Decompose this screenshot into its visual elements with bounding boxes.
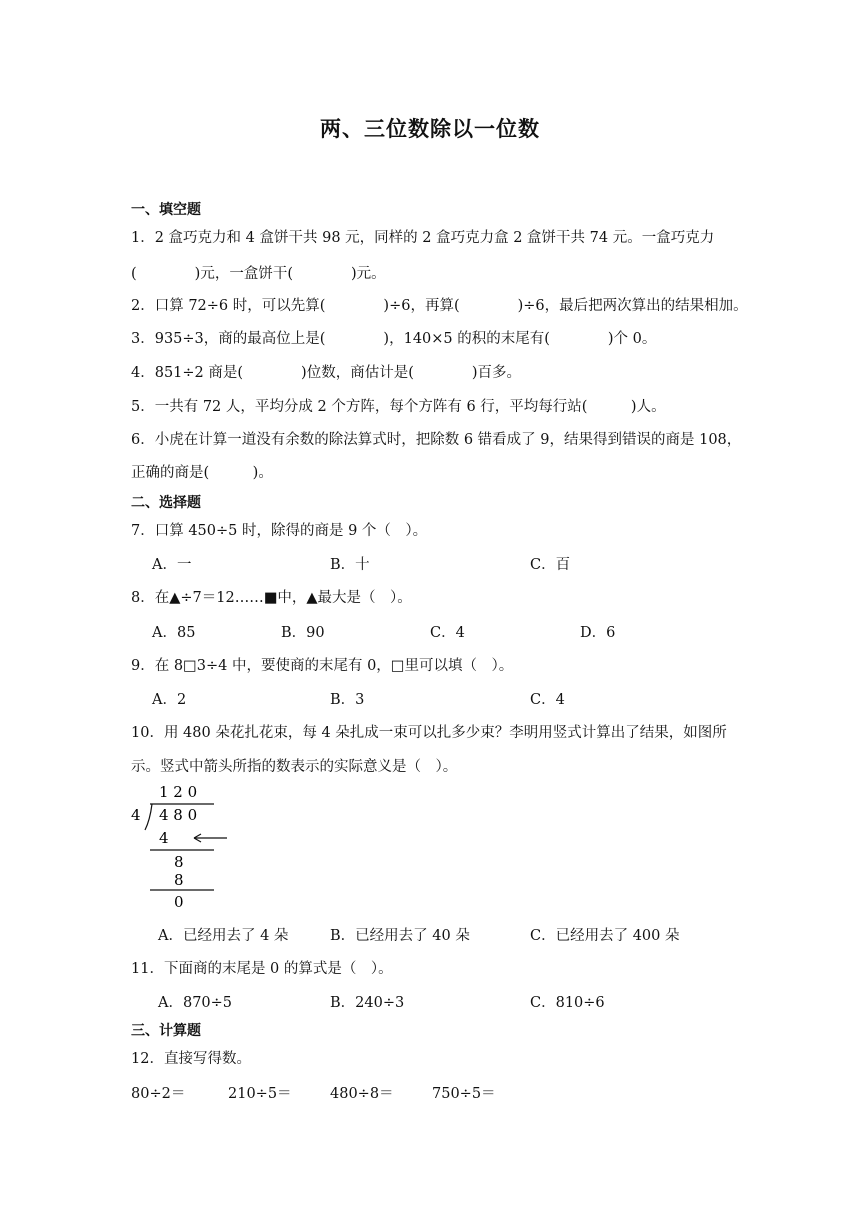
section-calculation-heading: 三、计算题 — [131, 1023, 201, 1039]
long-division-dividend: 4 8 0 — [159, 806, 198, 824]
question-3: 3．935÷3，商的最高位上是( )，140×5 的积的末尾有( )个 0。 — [131, 331, 657, 347]
question-8-option-d[interactable]: D．6 — [580, 625, 616, 641]
page-title: 两、三位数除以一位数 — [320, 116, 540, 141]
question-1-line-2: ( )元，一盒饼干( )元。 — [131, 266, 386, 282]
question-11-option-a[interactable]: A．870÷5 — [158, 995, 233, 1011]
question-5: 5．一共有 72 人，平均分成 2 个方阵，每个方阵有 6 行，平均每行站( )人。 — [131, 399, 666, 415]
question-1-line-1: 1．2 盒巧克力和 4 盒饼干共 98 元，同样的 2 盒巧克力盒 2 盒饼干共 74 元。一盒巧克力 — [131, 230, 715, 246]
long-division-divisor: 4 — [131, 806, 141, 824]
question-9-option-a[interactable]: A．2 — [152, 692, 187, 708]
section-fill-in-heading: 一、填空题 — [131, 202, 201, 218]
question-11-option-c[interactable]: C．810÷6 — [530, 995, 605, 1011]
question-11: 11．下面商的末尾是 0 的算式是（ ）。 — [131, 961, 393, 977]
question-9-option-c[interactable]: C．4 — [530, 692, 565, 708]
long-division-figure — [128, 782, 248, 912]
question-11-option-b[interactable]: B．240÷3 — [330, 995, 405, 1011]
question-8-option-b[interactable]: B．90 — [281, 625, 325, 641]
question-10-option-c[interactable]: C．已经用去了 400 朵 — [530, 928, 680, 944]
section-choice-heading: 二、选择题 — [131, 495, 201, 511]
question-7-option-a[interactable]: A．一 — [152, 557, 192, 573]
question-4: 4．851÷2 商是( )位数，商估计是( )百多。 — [131, 365, 522, 381]
question-8-option-a[interactable]: A．85 — [152, 625, 196, 641]
calc-item: 210÷5＝ — [228, 1086, 292, 1102]
long-division-quotient: 1 2 0 — [159, 783, 198, 801]
calc-item: 80÷2＝ — [131, 1086, 186, 1102]
question-10-line-1: 10．用 480 朵花扎花束，每 4 朵扎成一束可以扎多少束？李明用竖式计算出了结果，如图所 — [131, 725, 727, 741]
question-9: 9．在 8□3÷4 中，要使商的末尾有 0，□里可以填（ ）。 — [131, 658, 514, 674]
question-2: 2．口算 72÷6 时，可以先算( )÷6，再算( )÷6，最后把两次算出的结果相加。 — [131, 298, 748, 314]
question-6-line-1: 6．小虎在计算一道没有余数的除法算式时，把除数 6 错看成了 9，结果得到错误的商是 108， — [131, 432, 742, 448]
question-7-option-b[interactable]: B．十 — [330, 557, 370, 573]
long-division-step-1: 4 — [159, 829, 169, 847]
long-division-bracket — [145, 804, 152, 830]
question-12: 12．直接写得数。 — [131, 1051, 251, 1067]
long-division-step-2: 8 — [174, 853, 184, 871]
question-8-option-c[interactable]: C．4 — [430, 625, 465, 641]
long-division-remainder: 0 — [174, 893, 184, 911]
long-division-step-3: 8 — [174, 871, 184, 889]
question-10-option-a[interactable]: A．已经用去了 4 朵 — [158, 928, 289, 944]
question-10-line-2: 示。竖式中箭头所指的数表示的实际意义是（ ）。 — [131, 759, 458, 775]
calc-item: 750÷5＝ — [432, 1086, 496, 1102]
question-7-option-c[interactable]: C．百 — [530, 557, 571, 573]
calc-item: 480÷8＝ — [330, 1086, 394, 1102]
question-6-line-2: 正确的商是( )。 — [131, 465, 273, 481]
question-7: 7．口算 450÷5 时，除得的商是 9 个（ ）。 — [131, 523, 428, 539]
question-8: 8．在▲÷7＝12……■中，▲最大是（ ）。 — [131, 590, 412, 606]
question-9-option-b[interactable]: B．3 — [330, 692, 365, 708]
question-10-option-b[interactable]: B．已经用去了 40 朵 — [330, 928, 470, 944]
